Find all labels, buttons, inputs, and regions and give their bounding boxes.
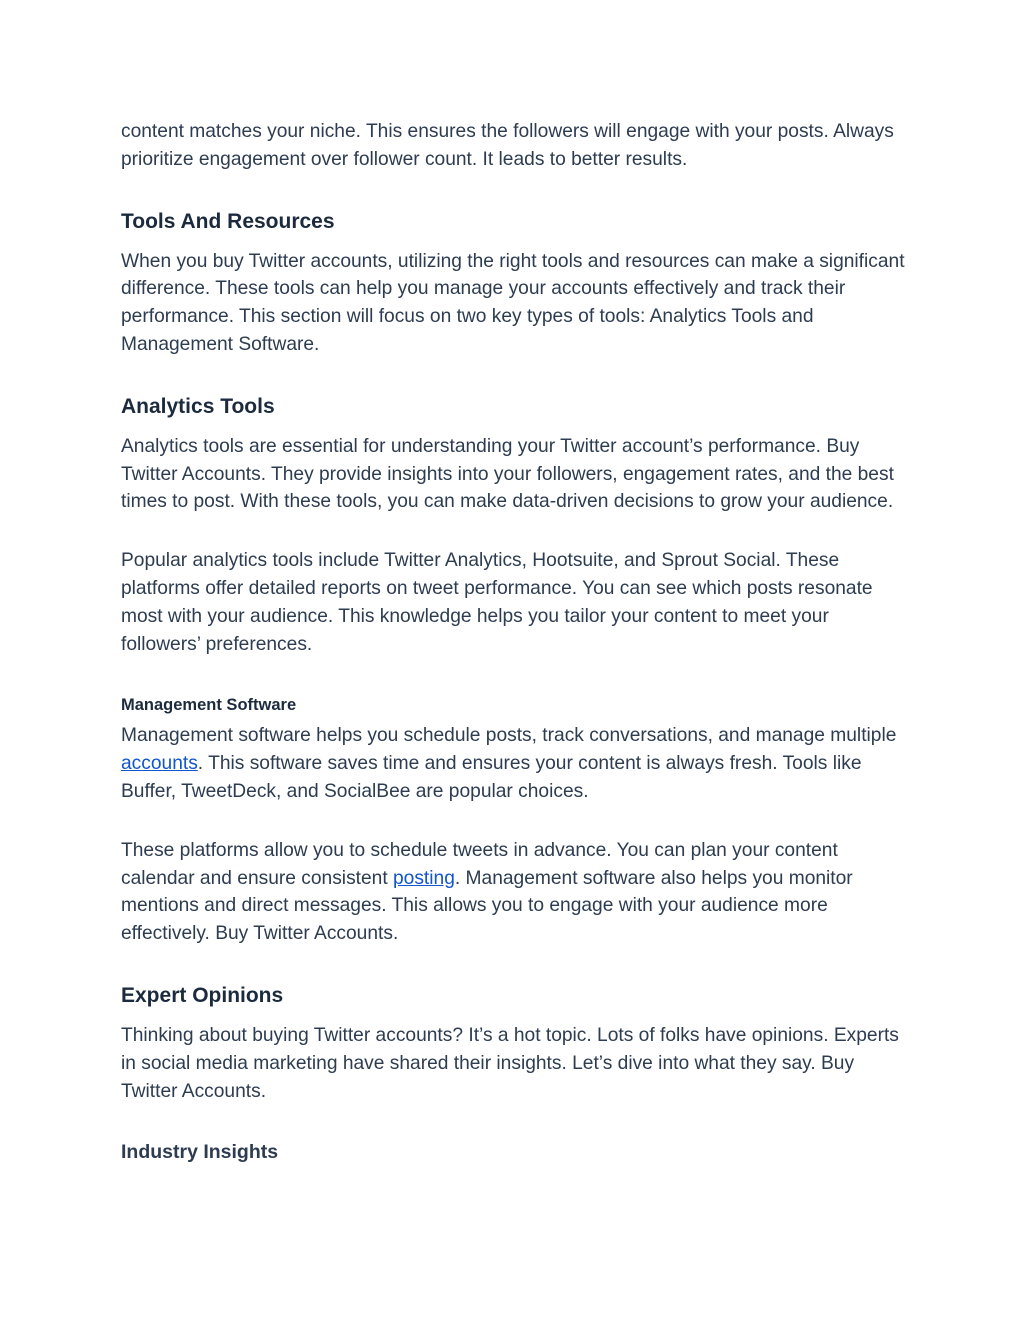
posting-link[interactable]: posting: [393, 867, 455, 889]
management-para1-text-before: Management software helps you schedule posts, track conversations, and manage multiple: [121, 725, 897, 747]
industry-insights-heading: Industry Insights: [121, 1141, 279, 1164]
document-page: [121, 118, 911, 1166]
tools-and-resources-heading: Tools And Resources: [121, 209, 335, 233]
management-para1-text-after: . This software saves time and ensures your content is always fresh. Tools like Buffer, TweetDeck, and SocialBee are popular choices.: [121, 753, 862, 802]
management-software-heading: Management Software: [121, 696, 297, 715]
management-software-paragraph-2: [121, 837, 911, 948]
management-software-paragraph-1: [121, 722, 911, 805]
management-para2-text-after: . Management software also helps you monitor mentions and direct messages. This allows you to engage with your audience more effectively. Buy Twitter Accounts.: [121, 867, 853, 945]
expert-opinions-paragraph: Thinking about buying Twitter accounts? It’s a hot topic. Lots of folks have opinions. Experts in social media marketing have shared their insights. Let’s dive into what they say. Buy Twitter Accounts.: [121, 1024, 899, 1102]
tools-and-resources-paragraph: When you buy Twitter accounts, utilizing the right tools and resources can make a significant difference. These tools can help you manage your accounts effectively and track their performance. This section will focus on two key types of tools: Analytics Tools and Management Software.: [121, 250, 905, 355]
expert-opinions-heading: Expert Opinions: [121, 983, 284, 1007]
analytics-tools-paragraph-1: Analytics tools are essential for understanding your Twitter account’s performance. Buy Twitter Accounts. They provide insights into your followers, engagement rates, and the best times to post. With these tools, you can make data-driven decisions to grow your audience.: [121, 435, 894, 513]
management-para2-text-before: These platforms allow you to schedule tweets in advance. You can plan your content calendar and ensure consistent: [121, 839, 838, 889]
analytics-tools-paragraph-2: Popular analytics tools include Twitter Analytics, Hootsuite, and Sprout Social. These platforms offer detailed reports on tweet performance. You can see which posts resonate most with your audience. This knowledge helps you tailor your content to meet your followers’ preferences.: [121, 550, 873, 655]
accounts-link[interactable]: accounts: [121, 753, 198, 775]
analytics-tools-heading: Analytics Tools: [121, 394, 275, 418]
intro-paragraph: content matches your niche. This ensures the followers will engage with your posts. Always prioritize engagement over follower count. It leads to better results.: [121, 121, 894, 170]
